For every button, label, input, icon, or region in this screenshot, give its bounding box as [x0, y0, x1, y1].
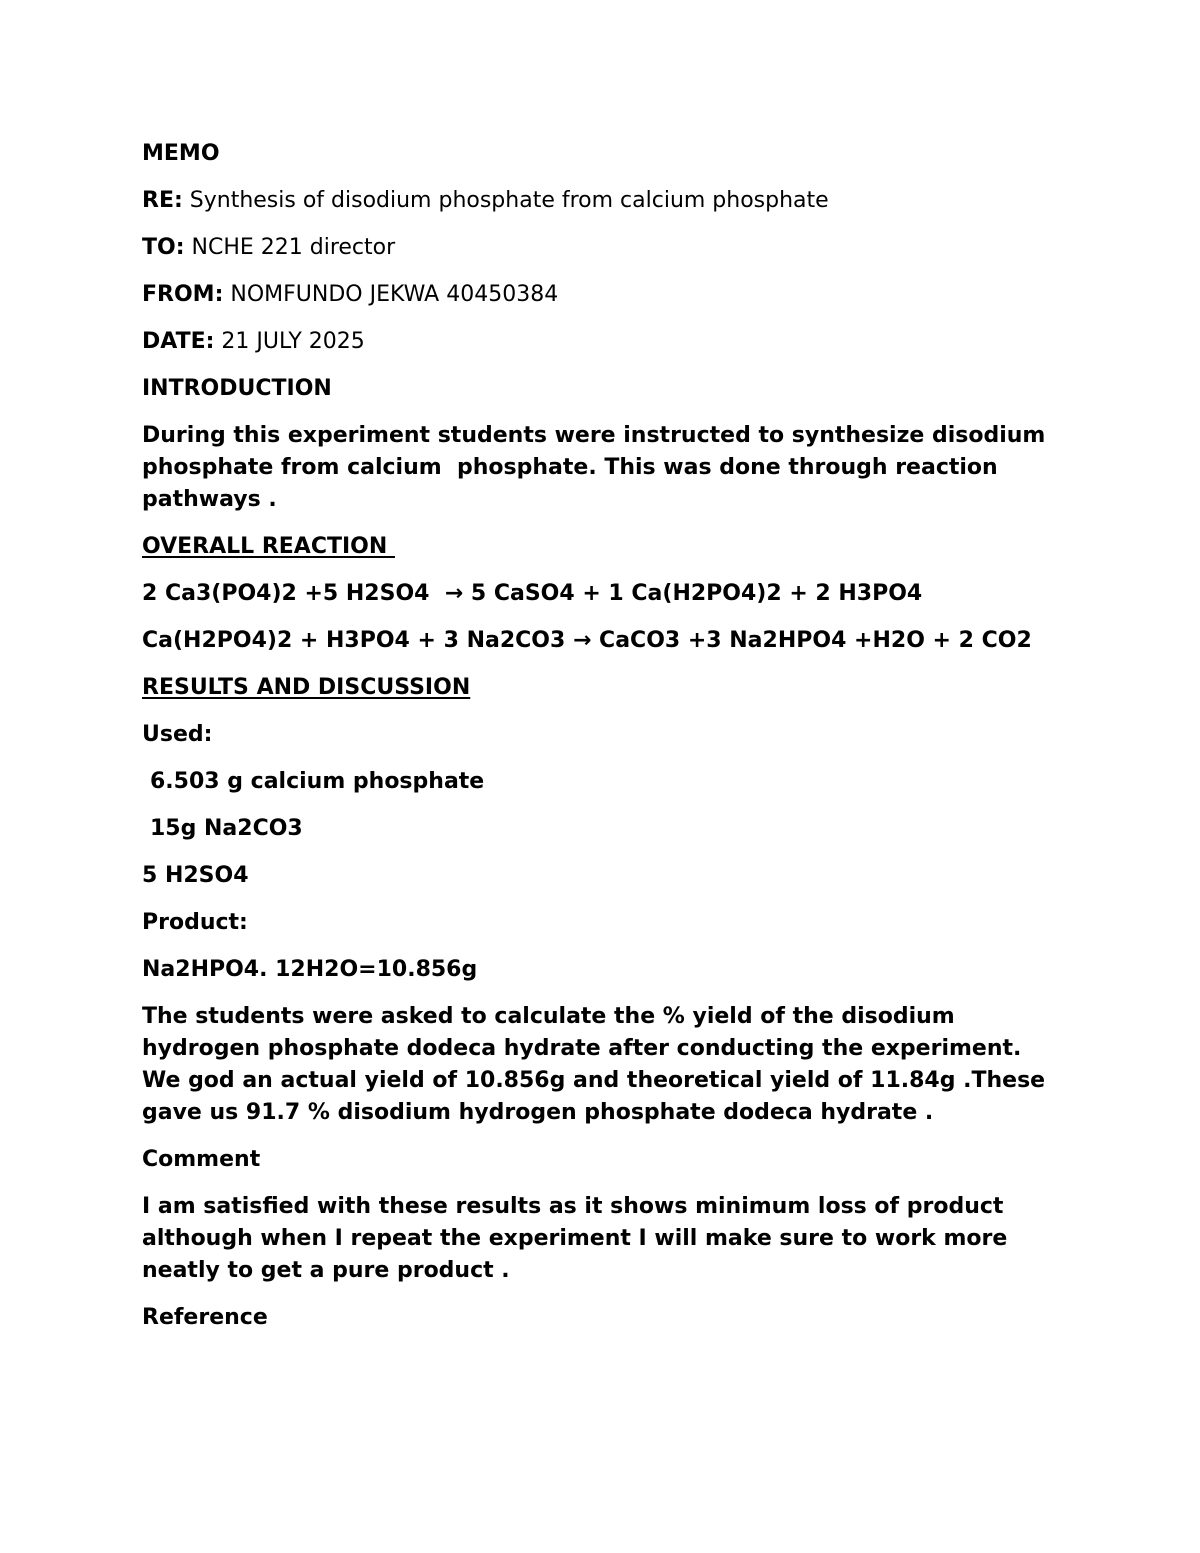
re-label: RE: [142, 188, 183, 213]
comment-body: I am satisfied with these results as it shows minimum loss of product although when I repeat the experiment I will make sure to work more neatly to get a pure product . [142, 1194, 1015, 1283]
comment-heading: Comment [142, 1147, 261, 1172]
to-label: TO: [142, 235, 185, 260]
used-item: 15g Na2CO3 [150, 816, 303, 841]
introduction-body: During this experiment students were instructed to synthesize disodium phosphate from calcium phosphate. This was done through reaction pathways . [142, 423, 1054, 512]
memo-heading: MEMO [142, 141, 220, 166]
to-value: NCHE 221 director [184, 235, 396, 260]
discussion-body: The students were asked to calculate the % yield of the disodium hydrogen phosphate dodeca hydrate after conducting the experiment. We god an actual yield of 10.856g and theoretical yield of 11.84g .These gave us 91.7 % disodium hydrogen phosphate dodeca hydrate . [142, 1004, 1053, 1125]
date-value: 21 JULY 2025 [214, 329, 365, 354]
product-value: Na2HPO4. 12H2O=10.856g [142, 957, 478, 982]
used-item: 5 H2SO4 [142, 863, 249, 888]
memo-document [142, 138, 1062, 1349]
from-label: FROM: [142, 282, 224, 307]
introduction-heading: INTRODUCTION [142, 376, 332, 401]
re-value: Synthesis of disodium phosphate from calcium phosphate [182, 188, 829, 213]
reference-heading: Reference [142, 1305, 268, 1330]
to-line [142, 232, 1062, 264]
product-label: Product: [142, 910, 248, 935]
from-value: NOMFUNDO JEKWA 40450384 [223, 282, 559, 307]
reaction-equation-1: 2 Ca3(PO4)2 +5 H2SO4 → 5 CaSO4 + 1 Ca(H2PO4)2 + 2 H3PO4 [142, 581, 923, 606]
date-label: DATE: [142, 329, 215, 354]
from-line [142, 279, 1062, 311]
results-heading: RESULTS AND DISCUSSION [142, 675, 471, 700]
re-line [142, 185, 1062, 217]
overall-reaction-heading: OVERALL REACTION [142, 534, 395, 559]
used-item: 6.503 g calcium phosphate [150, 769, 485, 794]
date-line [142, 326, 1062, 358]
used-label: Used: [142, 722, 213, 747]
reaction-equation-2: Ca(H2PO4)2 + H3PO4 + 3 Na2CO3 → CaCO3 +3 Na2HPO4 +H2O + 2 CO2 [142, 628, 1032, 653]
